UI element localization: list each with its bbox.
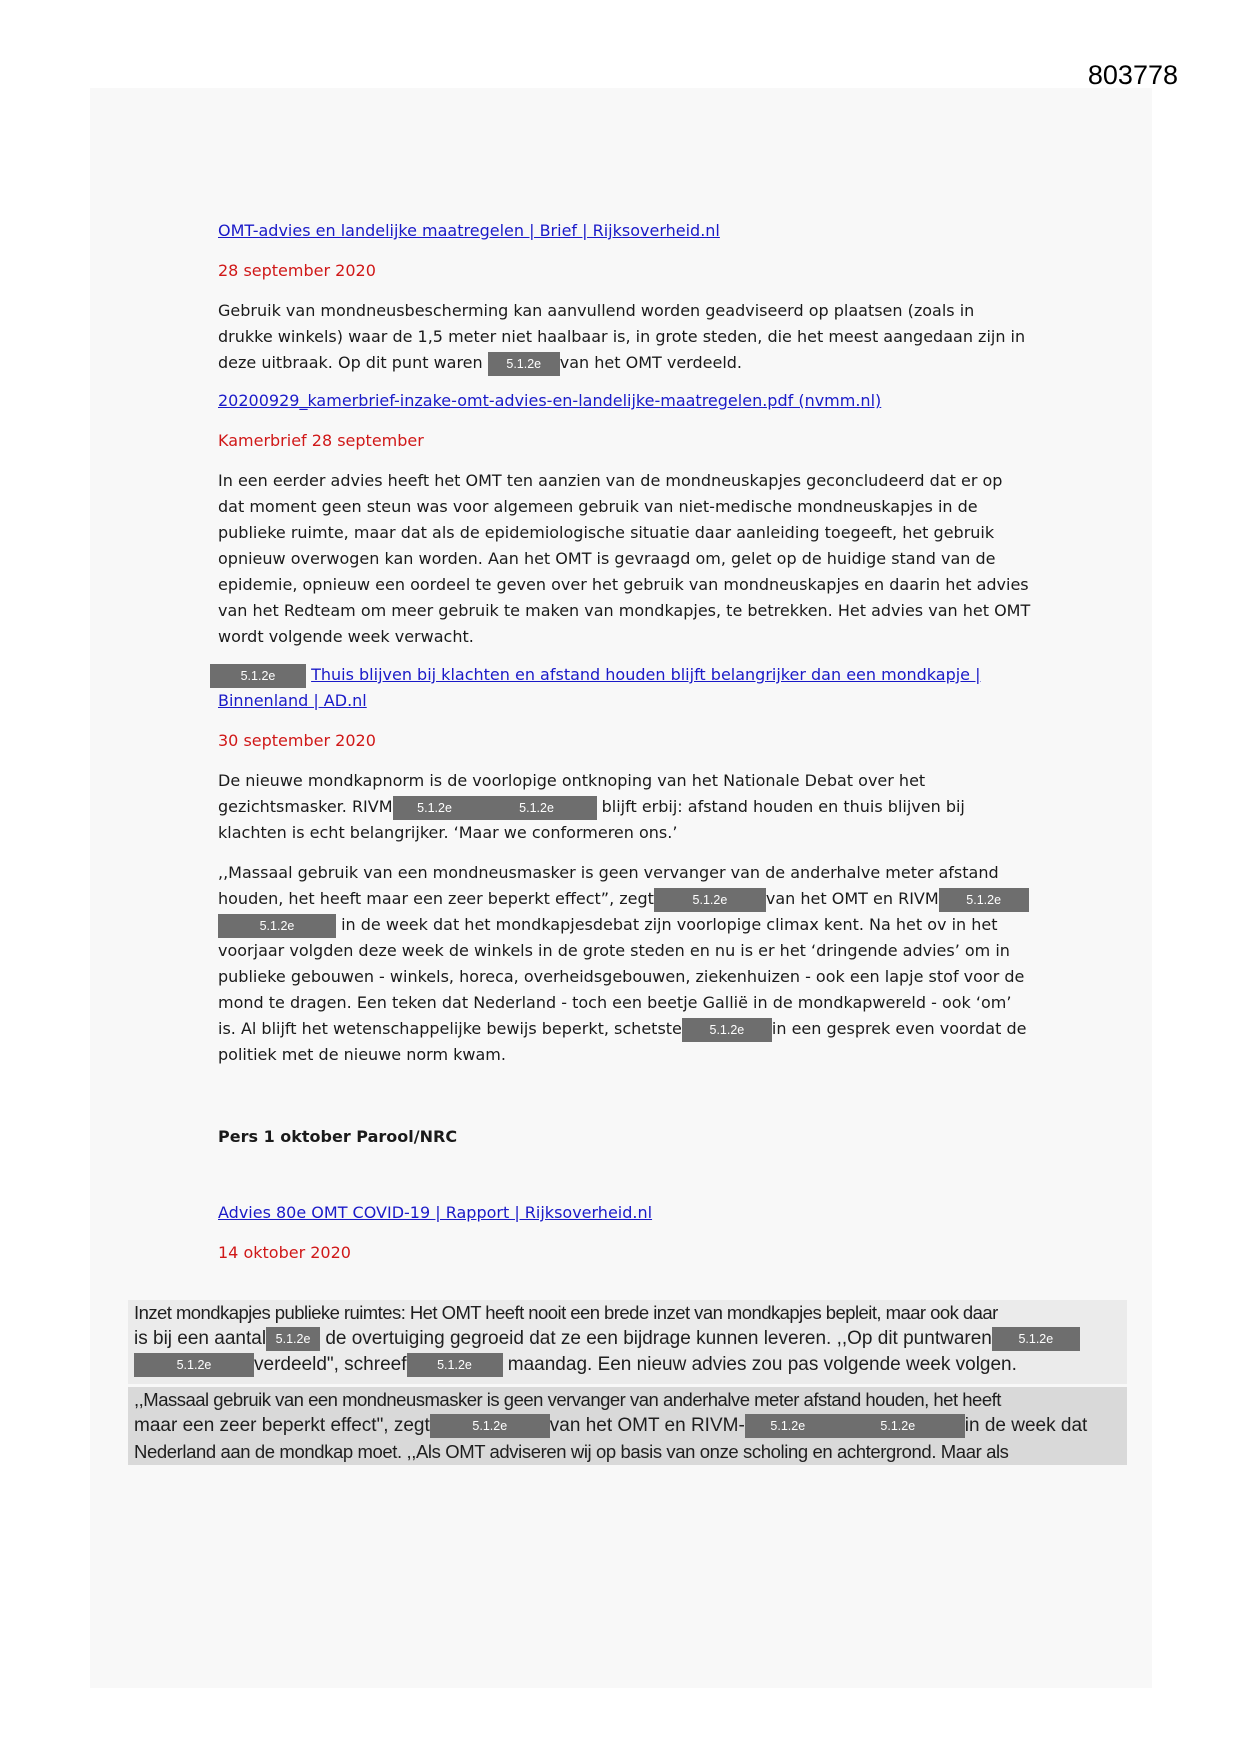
paragraph-line: politiek met de nieuwe norm kwam. <box>218 1045 506 1064</box>
paragraph-line: 5.1.2e in de week dat het mondkapjesdebat zijn voorlopige climax kent. Na het ov in het <box>218 912 1036 938</box>
paragraph-line: Gebruik van mondneusbescherming kan aanvullend worden geadviseerd op plaatsen (zoals in <box>218 301 975 320</box>
band-line: Nederland aan de mondkap moet. ,,Als OMT adviseren wij op basis van onze scholing en achtergrond. Maar als <box>134 1441 1009 1462</box>
paragraph-line: houden, het heeft maar een zeer beperkt effect”, zegt 5.1.2e van het OMT en RIVM 5.1.2e <box>218 886 1036 912</box>
band-line: Inzet mondkapjes publieke ruimtes: Het OMT heeft nooit een brede inzet van mondkapjes bepleit, maar ook daar <box>134 1302 998 1323</box>
paragraph-line: van het Redteam om meer gebruik te maken van mondkapjes, te betrekken. Het advies van het OMT <box>218 601 1031 620</box>
link-omt-advies-brief[interactable]: OMT-advies en landelijke maatregelen | Brief | Rijksoverheid.nl <box>218 221 720 240</box>
paragraph-line: De nieuwe mondkapnorm is de voorlopige ontknoping van het Nationale Debat over het <box>218 771 926 790</box>
paragraph-line: publieke gebouwen - winkels, horeca, overheidsgebouwen, ziekenhuizen - ook een lapje stof voor de <box>218 967 1025 986</box>
link-ad-article[interactable]: Thuis blijven bij klachten en afstand houden blijft belangrijker dan een mondkapje | <box>311 665 981 684</box>
redaction-box: 5.1.2e <box>407 1353 503 1377</box>
link-advies-80e[interactable]: Advies 80e OMT COVID-19 | Rapport | Rijksoverheid.nl <box>218 1203 653 1222</box>
redaction-box: 5.1.2e <box>218 914 336 938</box>
link-ad-binnenland[interactable]: Binnenland | AD.nl <box>218 691 367 710</box>
paragraph-line: epidemie, opnieuw een oordeel te geven over het gebruik van mondneuskapjes en daarin het advies <box>218 575 1029 594</box>
link-kamerbrief-pdf[interactable]: 20200929_kamerbrief-inzake-omt-advies-en-landelijke-maatregelen.pdf (nvmm.nl) <box>218 391 882 410</box>
date-kamerbrief: Kamerbrief 28 september <box>218 431 424 450</box>
section-advies-80e <box>218 1200 1036 1266</box>
redaction-box: 5.1.2e <box>939 888 1029 912</box>
redaction-box: 5.1.2e <box>430 1414 550 1438</box>
paragraph-line: deze uitbraak. Op dit punt waren 5.1.2e van het OMT verdeeld. <box>218 350 1036 376</box>
section-ad-article <box>210 662 1040 714</box>
document-number: 803778 <box>1087 60 1178 90</box>
paragraph-line: In een eerder advies heeft het OMT ten aanzien van de mondneuskapjes geconcludeerd dat er op <box>218 471 1003 490</box>
band-line: is bij een aantal 5.1.2e de overtuiging gegroeid dat ze een bijdrage kunnen leveren. ,,Op dit puntwaren 5.1.2e <box>134 1326 1121 1352</box>
ad-paragraph-1 <box>218 768 1036 846</box>
redaction-box: 5.1.2e <box>210 664 306 688</box>
redaction-box: 5.1.2e <box>654 888 766 912</box>
redaction-box: 5.1.2e <box>134 1353 254 1377</box>
band-line: maar een zeer beperkt effect", zegt 5.1.2e van het OMT en RIVM- 5.1.2e 5.1.2e in de week dat <box>134 1415 1088 1436</box>
section-omt-advies <box>218 218 1036 376</box>
paragraph-line: opnieuw overwogen kan worden. Aan het OMT is gevraagd om, gelet op de huidige stand van de <box>218 549 996 568</box>
paragraph-line: gezichtsmasker. RIVM 5.1.2e 5.1.2e blijft erbij: afstand houden en thuis blijven bij <box>218 794 1036 820</box>
redaction-box: 5.1.2e <box>266 1327 320 1351</box>
paragraph-line: dat moment geen steun was voor algemeen gebruik van niet-medische mondneuskapjes in de <box>218 497 978 516</box>
redaction-box: 5.1.2e <box>745 1414 831 1438</box>
paragraph-line: klachten is echt belangrijker. ‘Maar we conformeren ons.’ <box>218 823 678 842</box>
redaction-box: 5.1.2e <box>682 1018 772 1042</box>
band-line: 5.1.2e verdeeld", schreef 5.1.2e maandag. Een nieuw advies zou pas volgende week volgen. <box>134 1352 1121 1378</box>
press-heading: Pers 1 oktober Parool/NRC <box>218 1127 458 1146</box>
date-30-september: 30 september 2020 <box>218 731 376 750</box>
paragraph-line: ,,Massaal gebruik van een mondneusmasker is geen vervanger van de anderhalve meter afstand <box>218 863 999 882</box>
redaction-box: 5.1.2e <box>477 796 597 820</box>
kamerbrief-paragraph <box>218 468 1036 650</box>
paragraph-line: drukke winkels) waar de 1,5 meter niet haalbaar is, in grote steden, die het meest aangedaan zijn in <box>218 327 1026 346</box>
date-14-oktober: 14 oktober 2020 <box>218 1243 351 1262</box>
ad-paragraph-2 <box>218 860 1036 1068</box>
redaction-box: 5.1.2e <box>488 352 560 376</box>
section-kamerbrief <box>218 388 1036 650</box>
paragraph-line: voorjaar volgden deze week de winkels in de grote steden en nu is er het ‘dringende advies’ om in <box>218 941 1010 960</box>
quote-band-mondkapjes <box>128 1300 1127 1384</box>
redaction-box: 5.1.2e <box>393 796 477 820</box>
redaction-box: 5.1.2e <box>831 1414 965 1438</box>
paragraph-line: wordt volgende week verwacht. <box>218 627 474 646</box>
date-28-september: 28 september 2020 <box>218 261 376 280</box>
band-line: ,,Massaal gebruik van een mondneusmasker is geen vervanger van anderhalve meter afstand houden, het heeft <box>134 1389 1001 1410</box>
section-ad-body <box>218 728 1036 1068</box>
redaction-box: 5.1.2e <box>992 1327 1080 1351</box>
paragraph-line: mond te dragen. Een teken dat Nederland - toch een beetje Gallië in de mondkapwereld - ook ‘om’ <box>218 993 1012 1012</box>
quote-band-massaal-gebruik <box>128 1387 1127 1465</box>
paragraph-line: is. Al blijft het wetenschappelijke bewijs beperkt, schetste 5.1.2e in een gesprek even voordat de <box>218 1016 1036 1042</box>
paragraph-line: publieke ruimte, maar dat als de epidemiologische situatie daar aanleiding toegeeft, het gebruik <box>218 523 995 542</box>
